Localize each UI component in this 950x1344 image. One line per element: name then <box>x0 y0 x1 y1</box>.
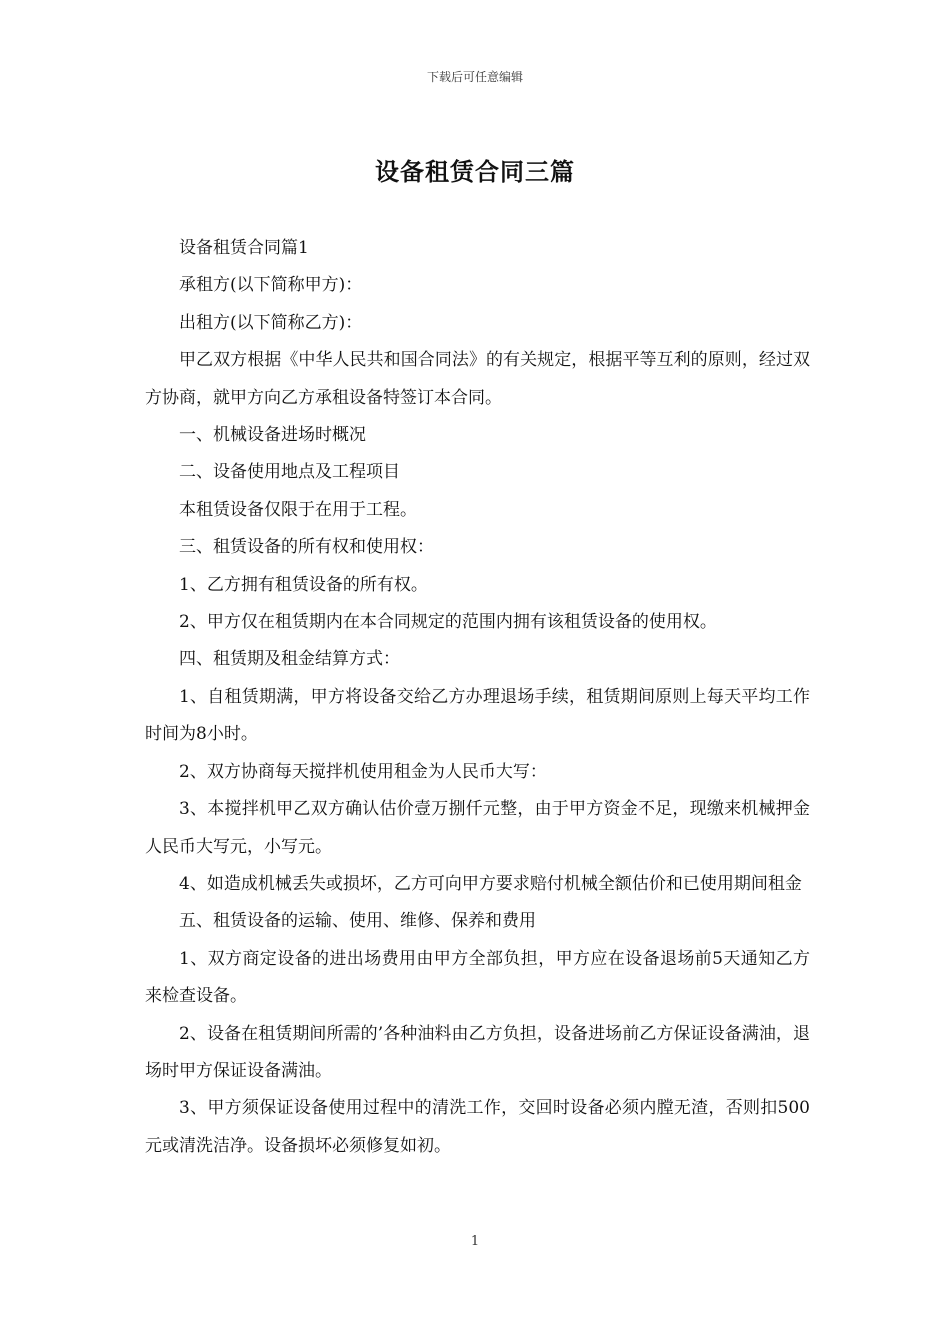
clause-item: 4、如造成机械丢失或损坏，乙方可向甲方要求赔付机械全额估价和已使用期间租金 <box>179 873 802 894</box>
clause-item: 2、甲方仅在租赁期内在本合同规定的范围内拥有该租赁设备的使用权。 <box>179 612 717 633</box>
page-number: 1 <box>470 1234 480 1249</box>
clause-item: 1、双方商定设备的进出场费用由甲方全部负担，甲方应在设备退场前5天通知乙方来检查设备。 <box>145 948 810 1007</box>
clause-item: 3、甲方须保证设备使用过程中的清洗工作，交回时设备必须内膛无渣，否则扣500元或清洗洁净。设备损坏必须修复如初。 <box>145 1098 810 1156</box>
document-title: 设备租赁合同三篇 <box>375 158 575 186</box>
clause-heading: 二、设备使用地点及工程项目 <box>179 462 400 483</box>
clause-heading: 三、租赁设备的所有权和使用权： <box>179 537 434 558</box>
clause-item: 1、乙方拥有租赁设备的所有权。 <box>179 574 428 595</box>
page-header-note: 下载后可任意编辑 <box>426 70 523 84</box>
clause-item: 1、自租赁期满，甲方将设备交给乙方办理退场手续，租赁期间原则上每天平均工作时间为8小时。 <box>145 686 810 745</box>
clause-item: 2、设备在租赁期间所需的’各种油料由乙方负担，设备进场前乙方保证设备满油，退场时甲方保证设备满油。 <box>145 1023 810 1081</box>
lessee-line: 承租方(以下简称甲方)： <box>179 275 363 296</box>
paragraph: 甲乙双方根据《中华人民共和国合同法》的有关规定，根据平等互利的原则，经过双方协商，就甲方向乙方承租设备特签订本合同。 <box>145 350 810 408</box>
clause-heading: 一、机械设备进场时概况 <box>179 425 366 446</box>
paragraph: 本租赁设备仅限于在用于工程。 <box>179 499 417 520</box>
section-heading: 设备租赁合同篇1 <box>179 238 309 258</box>
clause-heading: 四、租赁期及租金结算方式： <box>179 649 400 670</box>
clause-heading: 五、租赁设备的运输、使用、维修、保养和费用 <box>179 911 536 932</box>
clause-item: 2、双方协商每天搅拌机使用租金为人民币大写： <box>179 761 547 782</box>
clause-item: 3、本搅拌机甲乙双方确认估价壹万捌仟元整，由于甲方资金不足，现缴来机械押金人民币大写元，小写元。 <box>145 799 810 857</box>
document-body <box>145 230 810 1165</box>
lessor-line: 出租方(以下简称乙方)： <box>179 312 363 333</box>
